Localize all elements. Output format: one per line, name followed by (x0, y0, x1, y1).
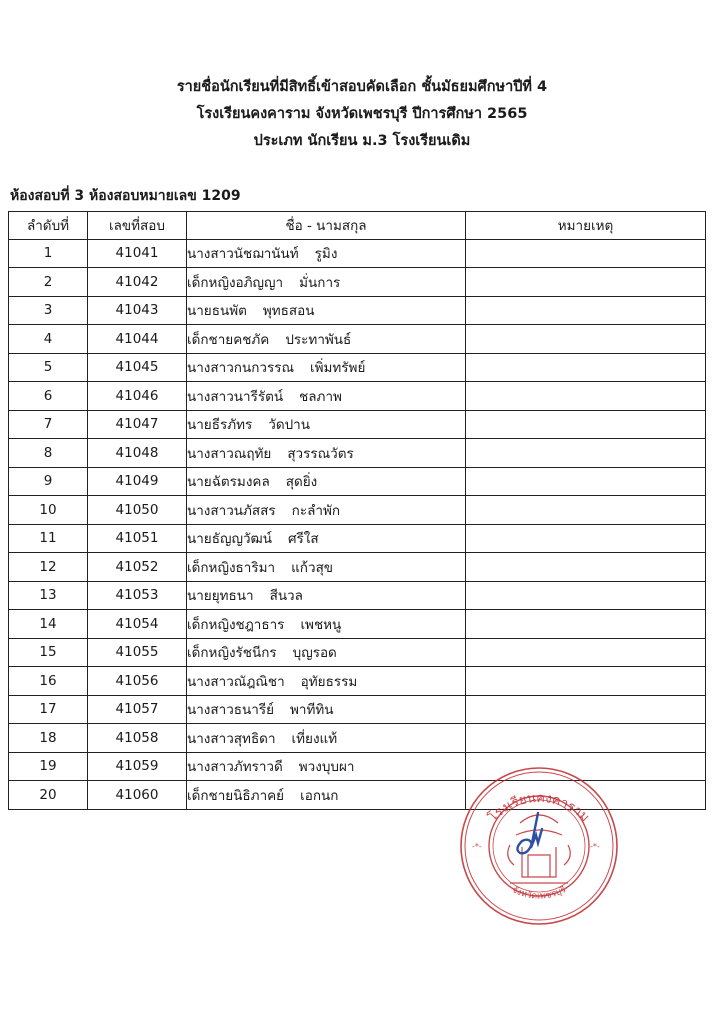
row-exam-id: 41059 (88, 752, 187, 781)
first-name: นางสาวกนกวรรณ (187, 360, 294, 377)
title-line-3: ประเภท นักเรียน ม.3 โรงเรียนเดิม (253, 133, 471, 149)
first-name: เด็กชายคชภัค (187, 331, 270, 348)
row-order: 6 (9, 382, 88, 411)
last-name: สุดยิ่ง (285, 474, 318, 491)
row-full-name (187, 410, 466, 439)
last-name: ประทาพันธ์ (285, 331, 352, 348)
table-row (9, 724, 706, 753)
table-row (9, 410, 706, 439)
table-row (9, 353, 706, 382)
row-exam-id: 41055 (88, 638, 187, 667)
table-row (9, 638, 706, 667)
table-row (9, 382, 706, 411)
row-full-name (187, 439, 466, 468)
last-name: วัดปาน (268, 417, 310, 434)
row-remarks (466, 467, 706, 496)
last-name: พาทีทิน (290, 702, 334, 719)
row-order: 16 (9, 667, 88, 696)
row-exam-id: 41045 (88, 353, 187, 382)
table-row (9, 581, 706, 610)
row-exam-id: 41053 (88, 581, 187, 610)
table-row (9, 695, 706, 724)
row-exam-id: 41046 (88, 382, 187, 411)
row-full-name (187, 781, 466, 810)
first-name: นางสาวณัฎณิชา (187, 673, 285, 690)
row-full-name (187, 296, 466, 325)
row-exam-id: 41058 (88, 724, 187, 753)
row-full-name (187, 353, 466, 382)
row-remarks (466, 239, 706, 268)
row-full-name (187, 496, 466, 525)
svg-text:โรงเรียนคงคาราม (485, 791, 592, 825)
header-order: ลำดับที่ (9, 212, 88, 240)
first-name: นายยุทธนา (187, 588, 254, 605)
row-order: 4 (9, 325, 88, 354)
row-exam-id: 41056 (88, 667, 187, 696)
row-order: 18 (9, 724, 88, 753)
row-remarks (466, 524, 706, 553)
first-name: เด็กหญิงธาริมา (187, 559, 276, 576)
last-name: เพชหนู (300, 616, 342, 633)
header-full-name: ชื่อ - นามสกุล (187, 212, 466, 240)
first-name: เด็กหญิงอภิญญา (187, 274, 284, 291)
row-order: 5 (9, 353, 88, 382)
last-name: แก้วสุข (291, 559, 334, 576)
row-order: 3 (9, 296, 88, 325)
row-remarks (466, 353, 706, 382)
row-order: 1 (9, 239, 88, 268)
row-remarks (466, 667, 706, 696)
row-order: 17 (9, 695, 88, 724)
row-exam-id: 41051 (88, 524, 187, 553)
last-name: อุทัยธรรม (300, 673, 358, 690)
row-remarks (466, 382, 706, 411)
row-full-name (187, 268, 466, 297)
first-name: นายธนพัต (187, 303, 247, 320)
table-row (9, 239, 706, 268)
row-remarks (466, 610, 706, 639)
row-remarks (466, 638, 706, 667)
first-name: นางสาวณฤทัย (187, 445, 272, 462)
row-full-name (187, 524, 466, 553)
row-full-name (187, 325, 466, 354)
row-exam-id: 41042 (88, 268, 187, 297)
row-full-name (187, 724, 466, 753)
row-exam-id: 41044 (88, 325, 187, 354)
row-full-name (187, 382, 466, 411)
room-heading: ห้องสอบที่ 3 ห้องสอบหมายเลข 1209 (10, 188, 241, 204)
row-exam-id: 41054 (88, 610, 187, 639)
first-name: เด็กชายนิธิภาคย์ (187, 787, 285, 804)
table-row (9, 524, 706, 553)
row-exam-id: 41057 (88, 695, 187, 724)
last-name: รูมิง (314, 246, 338, 263)
row-order: 14 (9, 610, 88, 639)
row-full-name (187, 553, 466, 582)
header-exam-id: เลขที่สอบ (88, 212, 187, 240)
table-row (9, 467, 706, 496)
row-order: 12 (9, 553, 88, 582)
row-order: 8 (9, 439, 88, 468)
row-remarks (466, 553, 706, 582)
row-full-name (187, 239, 466, 268)
first-name: นางสาวนภัสสร (187, 502, 276, 519)
table-header-row (9, 212, 706, 240)
row-order: 15 (9, 638, 88, 667)
row-full-name (187, 581, 466, 610)
title-line-2: โรงเรียนคงคาราม จังหวัดเพชรบุรี ปีการศึกษา 2565 (196, 106, 528, 122)
table-row (9, 268, 706, 297)
last-name: เที่ยงแท้ (291, 730, 338, 747)
last-name: เพิ่มทรัพย์ (310, 360, 366, 377)
row-full-name (187, 695, 466, 724)
row-full-name (187, 610, 466, 639)
table-row (9, 439, 706, 468)
row-remarks (466, 724, 706, 753)
stamp-bottom-text: จังหวัดเพชรบุรี (510, 885, 568, 902)
table-body (9, 239, 706, 809)
row-exam-id: 41052 (88, 553, 187, 582)
table-row (9, 496, 706, 525)
first-name: นายธีรภัทร (187, 417, 253, 434)
first-name: นายฉัตรมงคล (187, 474, 270, 491)
first-name: นางสาวธนารีย์ (187, 702, 275, 719)
row-order: 20 (9, 781, 88, 810)
row-exam-id: 41043 (88, 296, 187, 325)
last-name: มั่นการ (299, 274, 341, 291)
svg-text:-*-: -*- (590, 842, 600, 851)
row-exam-id: 41047 (88, 410, 187, 439)
first-name: นางสาวนารีรัตน์ (187, 388, 284, 405)
stamp-top-text: โรงเรียนคงคาราม (485, 790, 593, 826)
row-remarks (466, 581, 706, 610)
row-full-name (187, 667, 466, 696)
row-exam-id: 41048 (88, 439, 187, 468)
first-name: เด็กหญิงรัชนีกร (187, 645, 277, 662)
title-line-1: รายชื่อนักเรียนที่มีสิทธิ์เข้าสอบคัดเลือก ชั้นมัธยมศึกษาปีที่ 4 (176, 79, 548, 95)
row-order: 9 (9, 467, 88, 496)
row-remarks (466, 439, 706, 468)
last-name: ศรีใส (287, 531, 319, 548)
row-order: 19 (9, 752, 88, 781)
row-remarks (466, 268, 706, 297)
last-name: กะลำพัก (291, 502, 341, 519)
table-row (9, 610, 706, 639)
table-row (9, 667, 706, 696)
last-name: พุทธสอน (262, 303, 315, 320)
row-remarks (466, 325, 706, 354)
row-exam-id: 41041 (88, 239, 187, 268)
row-order: 11 (9, 524, 88, 553)
table-row (9, 296, 706, 325)
row-exam-id: 41049 (88, 467, 187, 496)
last-name: สุวรรณวัตร (287, 445, 354, 462)
row-exam-id: 41060 (88, 781, 187, 810)
row-remarks (466, 496, 706, 525)
row-full-name (187, 467, 466, 496)
table-row (9, 325, 706, 354)
last-name: เอกนก (300, 787, 339, 804)
school-seal-stamp (458, 765, 620, 927)
row-order: 13 (9, 581, 88, 610)
student-roster-table (8, 211, 706, 810)
first-name: นางสาวนัชฌานันท์ (187, 246, 299, 263)
row-full-name (187, 638, 466, 667)
first-name: เด็กหญิงชฎาธาร (187, 616, 285, 633)
svg-text:จังหวัดเพชรบุรี (510, 884, 568, 901)
row-order: 2 (9, 268, 88, 297)
header-remarks: หมายเหตุ (466, 212, 706, 240)
row-order: 10 (9, 496, 88, 525)
row-remarks (466, 410, 706, 439)
first-name: นางสาวสุทธิดา (187, 730, 276, 747)
first-name: นางสาวภัทราวดี (187, 759, 283, 776)
last-name: สีนวล (269, 588, 303, 605)
row-full-name (187, 752, 466, 781)
last-name: บุญรอด (292, 645, 337, 662)
table-row (9, 553, 706, 582)
row-order: 7 (9, 410, 88, 439)
row-exam-id: 41050 (88, 496, 187, 525)
row-remarks (466, 296, 706, 325)
svg-text:-*-: -*- (472, 842, 482, 851)
last-name: พวงบุบผา (298, 759, 355, 776)
document-title-block (0, 74, 724, 155)
first-name: นายธัญญวัฒน์ (187, 531, 272, 548)
last-name: ชลภาพ (299, 388, 342, 405)
row-remarks (466, 695, 706, 724)
